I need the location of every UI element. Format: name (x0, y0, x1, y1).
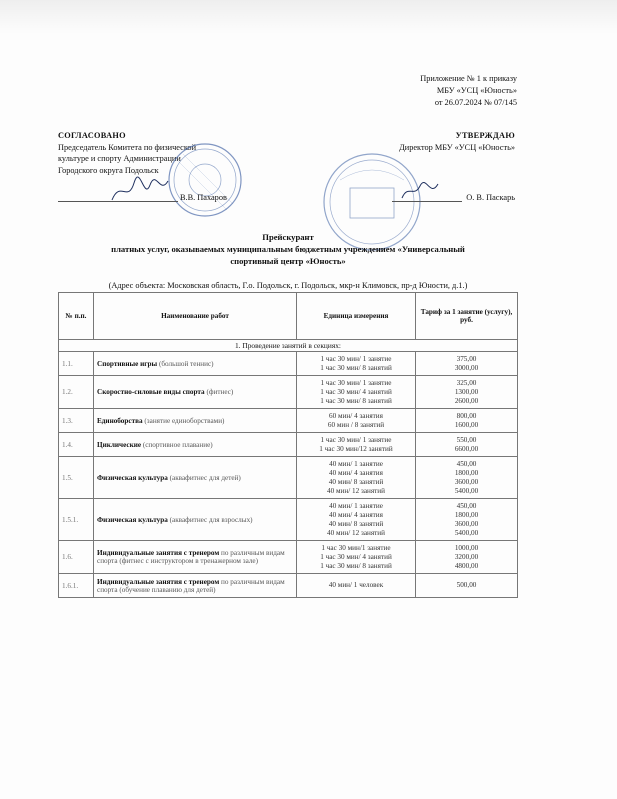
annex-line: МБУ «УСЦ «Юность» (436, 86, 517, 95)
header-price: Тариф за 1 занятие (услугу), руб. (416, 293, 518, 340)
row-name (94, 376, 297, 409)
row-number: 1.5. (59, 457, 94, 499)
row-name-rest: (спортивное плавание) (141, 440, 213, 449)
approve-signer: О. В. Паскарь (466, 193, 515, 202)
row-unit: 60 мин/ 4 занятия 60 мин / 8 занятий (297, 409, 416, 433)
approve-line: Директор МБУ «УСЦ «Юность» (399, 142, 515, 152)
row-name-rest: (фитнес) (204, 388, 234, 396)
row-unit: 40 мин/ 1 занятие 40 мин/ 4 занятия 40 мин/ 8 занятий 40 мин/ 12 занятий (297, 457, 416, 499)
row-price: 800,00 1600,00 (416, 409, 518, 433)
row-name (94, 352, 297, 376)
annex-line: от 26.07.2024 № 07/145 (434, 98, 517, 107)
row-name (94, 433, 297, 457)
table-row (59, 409, 518, 433)
row-price: 325,00 1300,00 2600,00 (416, 376, 518, 409)
table-row (59, 457, 518, 499)
row-number: 1.5.1. (59, 499, 94, 541)
table-row (59, 433, 518, 457)
row-price: 500,00 (416, 574, 518, 598)
title-line: Прейскурант (262, 232, 314, 242)
row-number: 1.4. (59, 433, 94, 457)
row-unit: 1 час 30 мин/ 1 занятие 1 час 30 мин/ 8 занятий (297, 352, 416, 376)
approve-signature-line (392, 193, 515, 202)
row-name-bold: Физическая культура (97, 515, 168, 524)
document-title (58, 231, 518, 267)
table-row (59, 574, 518, 598)
agreed-signature-line (58, 193, 283, 202)
agreed-line: Председатель Комитета по физической (58, 142, 197, 152)
row-price: 450,00 1800,00 3600,00 5400,00 (416, 457, 518, 499)
table-row (59, 541, 518, 574)
row-name-rest: по различным видам спорта (фитнес с инструктором в тренажерном зале) (97, 549, 285, 565)
row-name-rest: (аквафитнес для детей) (167, 473, 241, 482)
row-number: 1.6.1. (59, 574, 94, 598)
row-name (94, 499, 297, 541)
row-unit: 1 час 30 мин/ 1 занятие 1 час 30 мин/12 занятий (297, 433, 416, 457)
row-name-bold: Индивидуальные занятия с тренером (97, 577, 220, 586)
annex-note (420, 73, 517, 109)
row-name-rest: по различным видам спорта (обучение плаванию для детей) (97, 577, 285, 594)
row-unit: 40 мин/ 1 человек (297, 574, 416, 598)
row-name-bold: Физическая культура (97, 473, 168, 482)
agreed-heading: СОГЛАСОВАНО (58, 131, 126, 140)
price-table (58, 292, 518, 598)
section-title: 1. Проведение занятий в секциях: (59, 340, 518, 352)
row-name-bold: Единоборства (97, 416, 143, 425)
row-price: 550,00 6600,00 (416, 433, 518, 457)
approve-heading: УТВЕРЖДАЮ (455, 131, 515, 140)
row-name (94, 574, 297, 598)
row-unit: 1 час 30 мин/ 1 занятие 1 час 30 мин/ 4 занятий 1 час 30 мин/ 8 занятий (297, 376, 416, 409)
row-number: 1.2. (59, 376, 94, 409)
header-unit: Единица измерения (297, 293, 416, 340)
header-num: № п.п. (59, 293, 94, 340)
row-name-bold: Скоростно-силовые виды спорта (97, 388, 205, 396)
row-number: 1.3. (59, 409, 94, 433)
agreed-signer: В.В. Пахаров (180, 193, 227, 202)
table-row (59, 499, 518, 541)
scan-shadow (0, 0, 617, 34)
table-header-row (59, 293, 518, 340)
row-name-bold: Циклические (97, 440, 142, 449)
row-name-rest: (занятие единоборствами) (142, 416, 225, 425)
title-line: спортивный центр «Юность» (230, 256, 346, 266)
agreed-line: культуре и спорту Администрации (58, 154, 181, 163)
row-name (94, 541, 297, 574)
stamp-left-icon (165, 140, 245, 220)
row-name-bold: Индивидуальные занятия с тренером (97, 549, 220, 557)
row-price: 1000,00 3200,00 4800,00 (416, 541, 518, 574)
row-name-bold: Спортивные игры (97, 359, 158, 368)
row-name (94, 457, 297, 499)
row-price: 375,00 3000,00 (416, 352, 518, 376)
row-name-rest: (аквафитнес для взрослых) (167, 515, 253, 524)
row-unit: 40 мин/ 1 занятие 40 мин/ 4 занятия 40 мин/ 8 занятий 40 мин/ 12 занятий (297, 499, 416, 541)
row-price: 450,00 1800,00 3600,00 5400,00 (416, 499, 518, 541)
row-number: 1.1. (59, 352, 94, 376)
address-line: (Адрес объекта: Московская область, Г.о. Подольск, г. Подольск, мкр-н Климовск, пр-д Юности, д.1.) (108, 281, 468, 290)
title-line: платных услуг, оказываемых муниципальным бюджетным учреждением «Универсальный (111, 244, 465, 254)
header-name: Наименование работ (94, 293, 297, 340)
row-unit: 1 час 30 мин/1 занятие 1 час 30 мин/ 4 занятий 1 час 30 мин/ 8 занятий (297, 541, 416, 574)
row-name (94, 409, 297, 433)
row-name-rest: (большой теннис) (157, 359, 214, 368)
section-row (59, 340, 518, 352)
row-number: 1.6. (59, 541, 94, 574)
table-row (59, 352, 518, 376)
table-row (59, 376, 518, 409)
annex-line: Приложение № 1 к приказу (420, 74, 517, 83)
agreed-line: Городского округа Подольск (58, 165, 159, 175)
